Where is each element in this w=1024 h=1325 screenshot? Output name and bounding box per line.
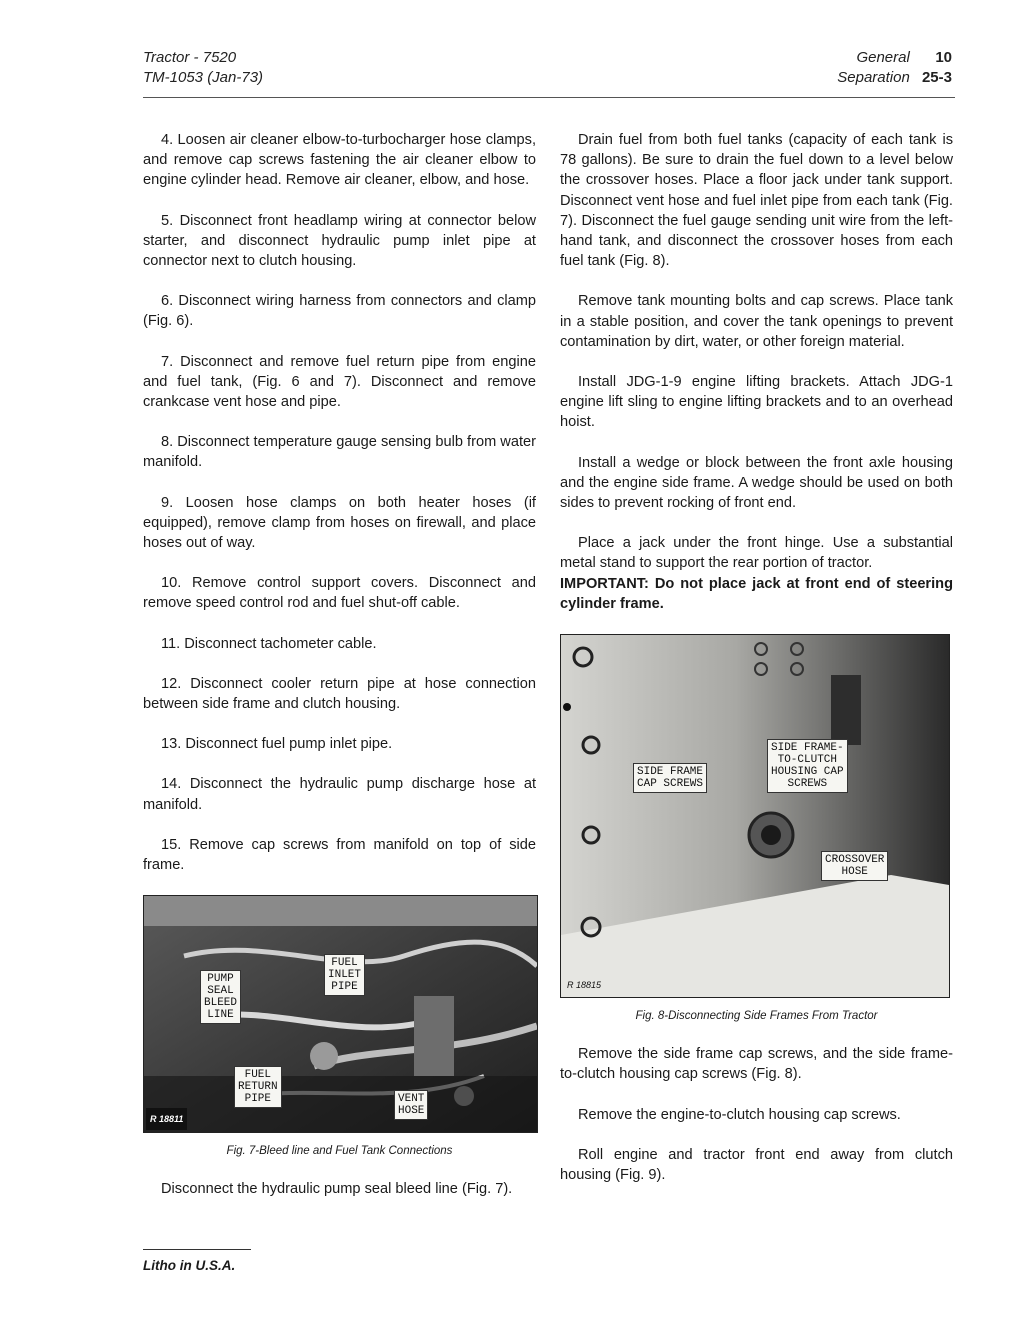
procedure-paragraph: Place a jack under the front hinge. Use a substantial metal stand to support the rear portion of tractor. [560, 535, 953, 572]
header-model: Tractor - 7520 [143, 49, 237, 66]
left-column [143, 130, 536, 1220]
step-paragraph: 14. Disconnect the hydraulic pump discharge hose at manifold. [143, 776, 536, 813]
header-rule [143, 97, 955, 98]
header-group: Separation [837, 69, 910, 86]
fuel-return-pipe-label: FUEL RETURN PIPE [234, 1066, 282, 1108]
footer-litho: Litho in U.S.A. [143, 1258, 236, 1273]
header-manual-id: TM-1053 (Jan-73) [143, 69, 264, 86]
fig8-caption: Fig. 8-Disconnecting Side Frames From Tractor [635, 1010, 878, 1023]
fuel-inlet-pipe-label: FUEL INLET PIPE [324, 954, 365, 996]
step-paragraph: 13. Disconnect fuel pump inlet pipe. [161, 736, 393, 753]
fig7-photo [143, 895, 538, 1133]
important-note: IMPORTANT: Do not place jack at front end of steering cylinder frame. [560, 575, 953, 612]
step-paragraph: 7. Disconnect and remove fuel return pipe from engine and fuel tank, (Fig. 6 and 7). Disconnect and remove crankcase vent hose and pipe. [143, 353, 536, 411]
procedure-paragraph: Drain fuel from both fuel tanks (capacity of each tank is 78 gallons). Be sure to drain the fuel down to a level below the crossover hoses. Place a floor jack under tank support. Disconnect vent hose and fuel inlet pipe from each tank (Fig. 7). Disconnect the fuel gauge sending unit wire from the left-hand tank, and disconnect the crossover hoses from each fuel tank (Fig. 8). [560, 132, 953, 270]
footer-rule [143, 1249, 251, 1250]
side-frame-cap-screws-label: SIDE FRAME CAP SCREWS [633, 763, 707, 793]
procedure-paragraph: Remove the side frame cap screws, and the side frame-to-clutch housing cap screws (Fig. 8). [560, 1046, 953, 1083]
fig7-caption: Fig. 7-Bleed line and Fuel Tank Connections [226, 1145, 453, 1158]
step-paragraph: 8. Disconnect temperature gauge sensing bulb from water manifold. [143, 434, 536, 471]
step-paragraph: 11. Disconnect tachometer cable. [161, 635, 377, 652]
running-header-right [837, 48, 952, 88]
step-paragraph: 6. Disconnect wiring harness from connectors and clamp (Fig. 6). [143, 293, 536, 330]
step-paragraph: 10. Remove control support covers. Disconnect and remove speed control rod and fuel shut-off cable. [143, 575, 536, 612]
header-section: General [856, 49, 910, 66]
side-frame-to-clutch-label: SIDE FRAME- TO-CLUTCH HOUSING CAP SCREWS [767, 739, 848, 793]
crossover-hose-label: CROSSOVER HOSE [821, 851, 888, 881]
step-paragraph: 4. Loosen air cleaner elbow-to-turbocharger hose clamps, and remove cap screws fastening the air cleaner elbow to engine cylinder head. Remove air cleaner, elbow, and hose. [143, 132, 536, 189]
fig8-reference-tag: R 18815 [567, 979, 602, 990]
fig8-side-frame-illustration [561, 635, 949, 997]
header-page-number: 25-3 [921, 69, 952, 86]
procedure-paragraph: Roll engine and tractor front end away from clutch housing (Fig. 9). [560, 1146, 953, 1184]
procedure-paragraph: Remove the engine-to-clutch housing cap screws. [578, 1106, 901, 1123]
step-paragraph: 5. Disconnect front headlamp wiring at connector below starter, and disconnect hydraulic pump inlet pipe at connector next to clutch housing. [143, 212, 536, 270]
step-paragraph: 9. Loosen hose clamps on both heater hoses (if equipped), remove clamp from hoses on firewall, and place hoses out of way. [143, 494, 536, 552]
header-section-number: 10 [935, 49, 952, 66]
running-header-left [143, 48, 263, 88]
step-paragraph: 15. Remove cap screws from manifold on top of side frame. [143, 836, 536, 874]
fig8-photo [560, 634, 950, 998]
fig7-reference-tag: R 18811 [146, 1108, 187, 1130]
right-column [560, 130, 953, 1205]
procedure-paragraph: Remove tank mounting bolts and cap screws. Place tank in a stable position, and cover the tank openings to prevent contamination by dirt, water, or other foreign material. [560, 293, 953, 350]
step-paragraph: Disconnect the hydraulic pump seal bleed line (Fig. 7). [161, 1181, 513, 1198]
pump-seal-bleed-line-label: PUMP SEAL BLEED LINE [200, 970, 241, 1024]
step-paragraph: 12. Disconnect cooler return pipe at hose connection between side frame and clutch housing. [143, 675, 536, 713]
procedure-paragraph: Install JDG-1-9 engine lifting brackets. Attach JDG-1 engine lift sling to engine lifting brackets and to an overhead hoist. [560, 374, 953, 431]
procedure-paragraph: Install a wedge or block between the front axle housing and the engine side frame. A wedge should be used on both sides to prevent rocking of front end. [560, 454, 953, 512]
vent-hose-label: VENT HOSE [394, 1090, 428, 1120]
